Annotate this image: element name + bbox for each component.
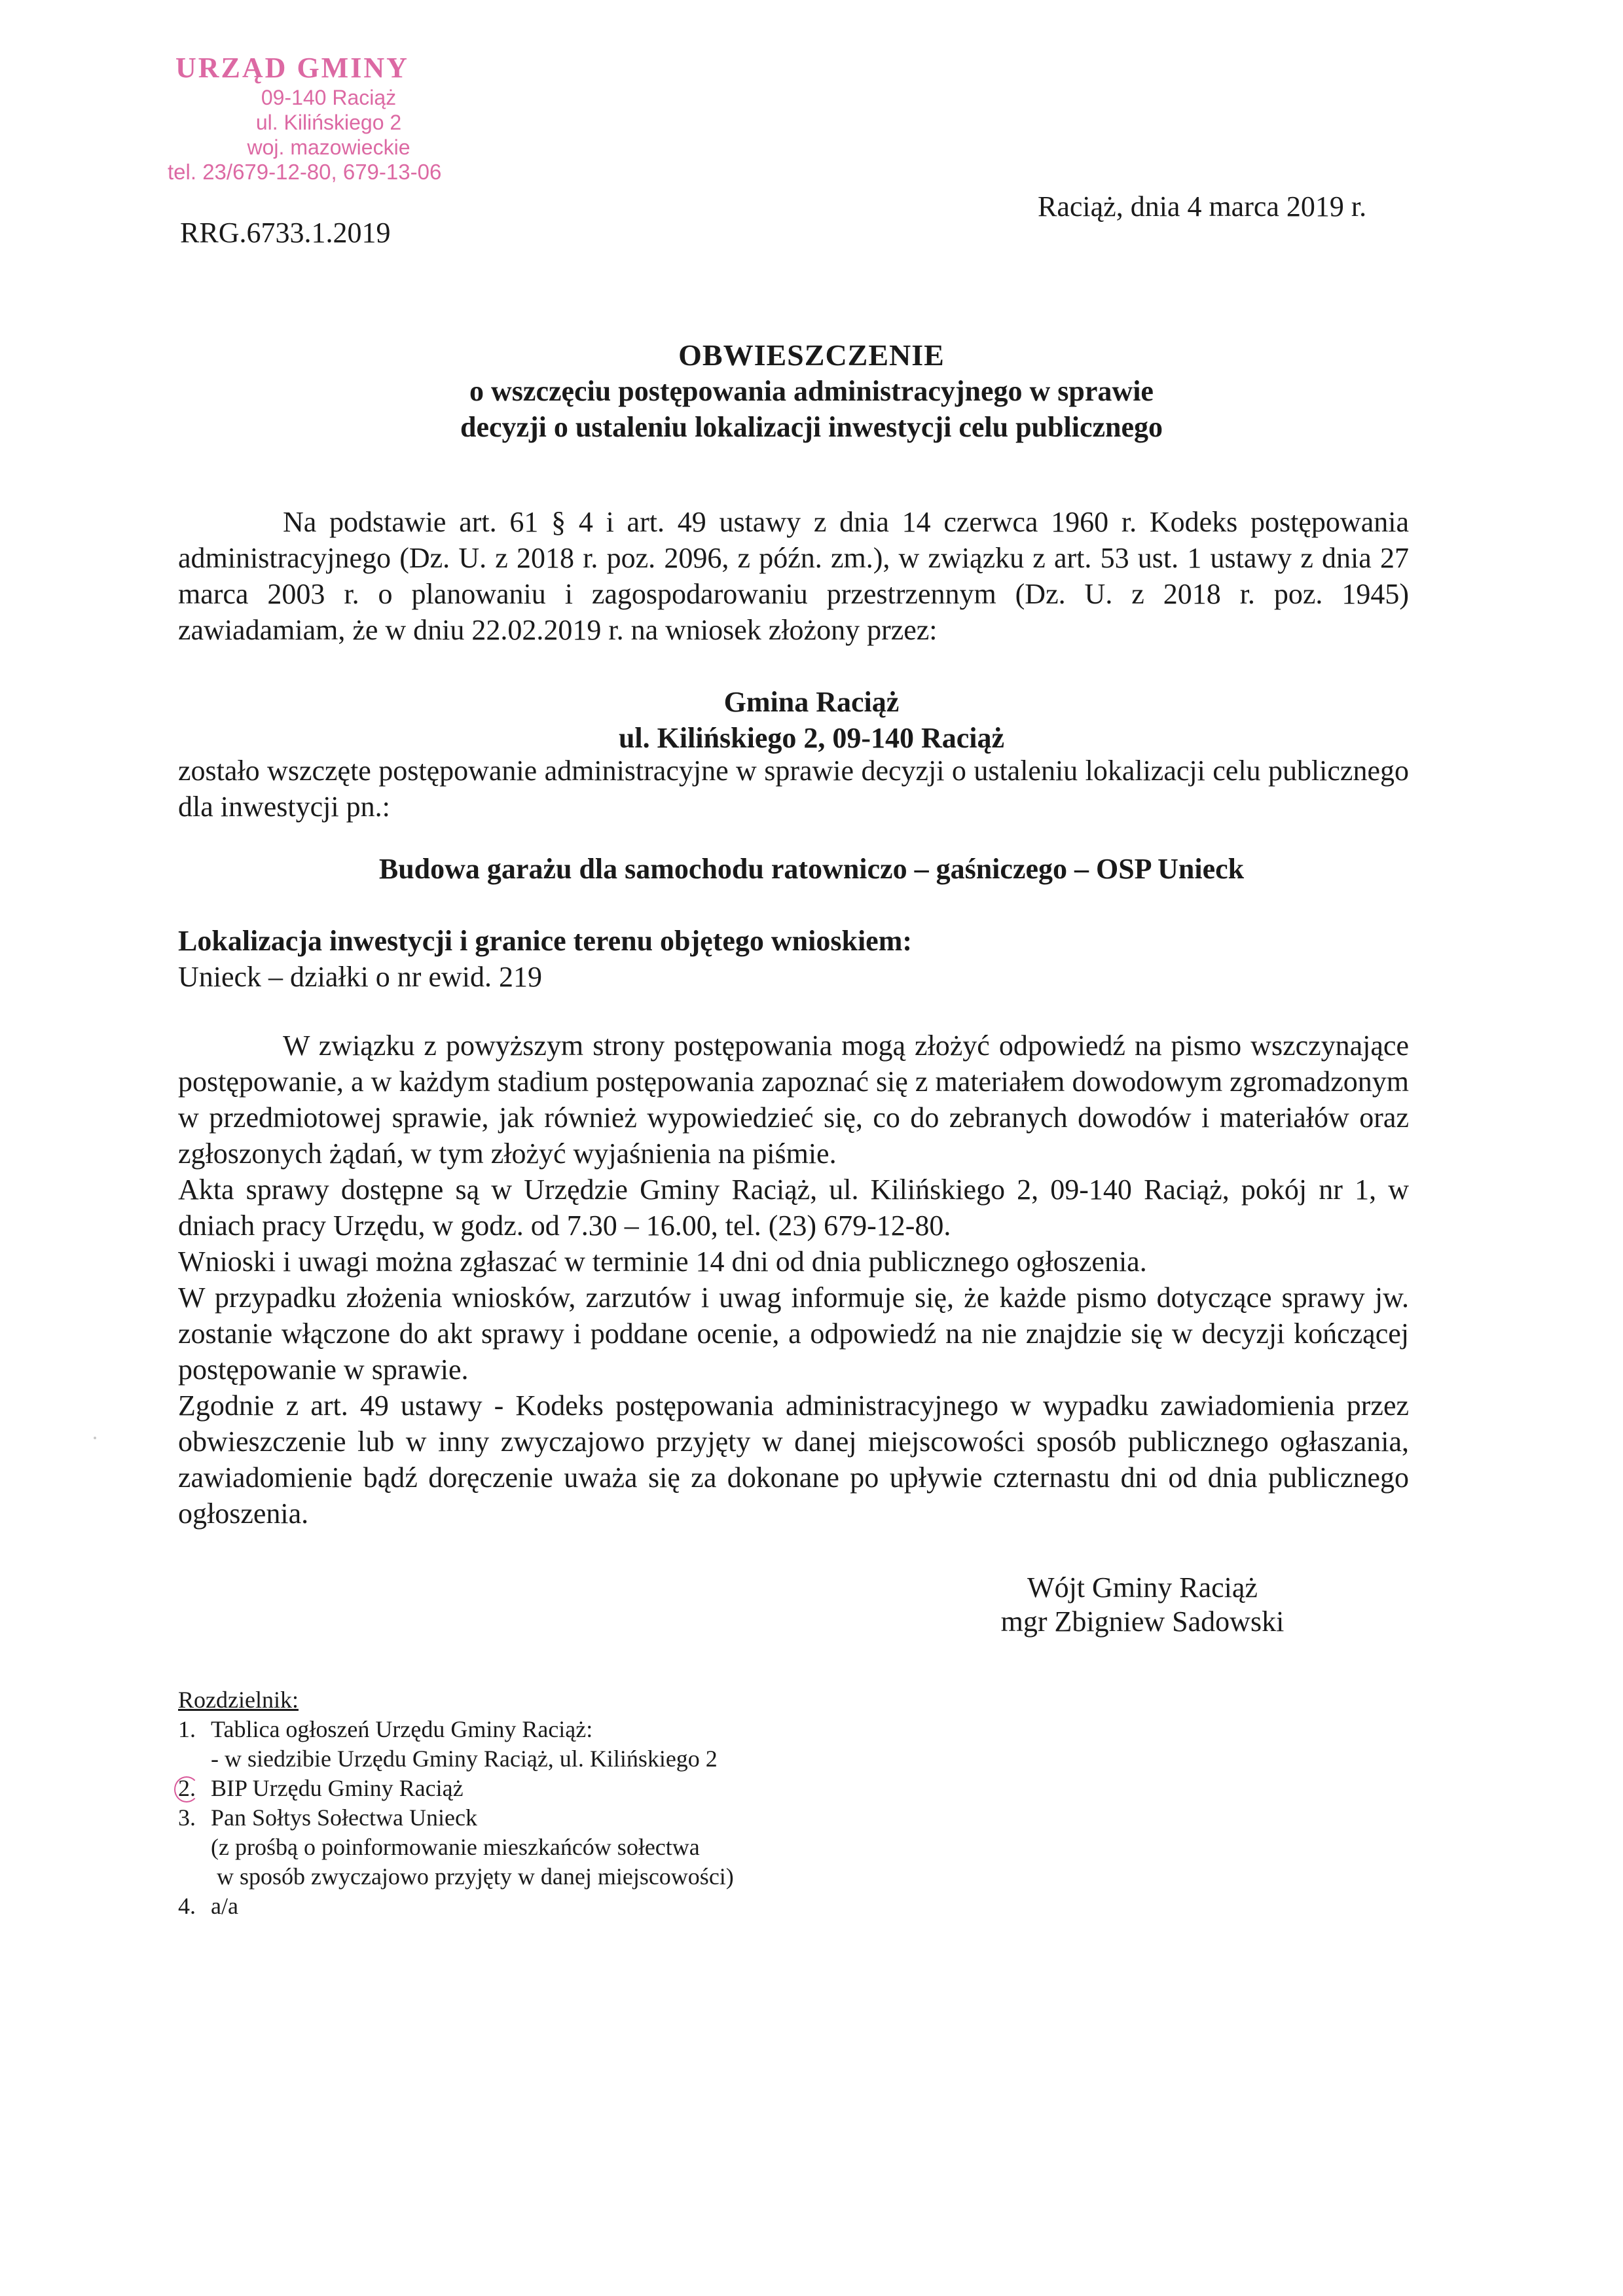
item-subtext: - w siedzibie Urzędu Gminy Raciąż, ul. Kilińskiego 2 [211,1746,718,1772]
stamp-line-street: ul. Kilińskiego 2 [255,111,402,134]
item-text: BIP Urzędu Gminy Raciąż [211,1775,464,1801]
case-files-paragraph: Akta sprawy dostępne są w Urzędzie Gminy Raciąż, ul. Kilińskiego 2, 09-140 Raciąż, pokój nr 1, w dniach pracy Urzędu, w godz. od 7.30 – 16.00, tel. (23) 679-12-80. [178,1174,1409,1242]
item-text: Tablica ogłoszeń Urzędu Gminy Raciąż: [211,1716,593,1742]
signatory-name: mgr Zbigniew Sadowski [1000,1605,1285,1638]
item-number: 4. [178,1893,196,1919]
distribution-item [178,1715,734,1774]
item-subtext: w sposób zwyczajowo przyjęty w danej miejscowości) [211,1863,734,1890]
legal-basis-paragraph: Na podstawie art. 61 § 4 i art. 49 ustawy z dnia 14 czerwca 1960 r. Kodeks postępowania administracyjnego (Dz. U. z 2018 r. poz. 2096, z późn. zm.), w związku z art. 53 ust. 1 ustawy z dnia 27 marca 2003 r. o planowaniu i zagospodarowaniu przestrzennym (Dz. U. z 2018 r. poz. 1945) zawiadamiam, że w dniu 22.02.2019 r. na wniosek złożony przez: [178,506,1409,646]
location-block [178,923,912,995]
item-text: Pan Sołtys Sołectwa Unieck [211,1804,477,1831]
office-stamp [168,51,486,185]
signature-block [979,1571,1306,1639]
applicant-block [0,684,1623,756]
item-number: 3. [178,1804,196,1831]
reference-number: RRG.6733.1.2019 [180,217,391,249]
handwritten-circle-mark [174,1776,199,1803]
stamp-line-phone: tel. 23/679-12-80, 679-13-06 [168,160,442,184]
rights-paragraph: W związku z powyższym strony postępowania mogą złożyć odpowiedź na pismo wszczynające postępowanie, a w każdym stadium postępowania zapoznać się z materiałem dowodowym zgromadzonym w przedmiotowej sprawie, jak również wypowiedzieć się, co do zebranych dowodów i materiałów oraz zgłoszonych żądań, w tym złożyć wyjaśnienia na piśmie. [178,1030,1409,1170]
distribution-item [178,1803,734,1892]
submission-deadline-paragraph: Wnioski i uwagi można zgłaszać w terminie 14 dni od dnia publicznego ogłoszenia. [178,1246,1147,1278]
applicant-name: Gmina Raciąż [723,686,900,718]
item-text: a/a [211,1893,238,1919]
applicant-address: ul. Kilińskiego 2, 09-140 Raciąż [618,722,1005,754]
project-name: Budowa garażu dla samochodu ratowniczo – gaśniczego – OSP Unieck [378,853,1245,885]
distribution-list [178,1685,734,1921]
item-number [178,1774,211,1803]
location-title: Lokalizacja inwestycji i granice terenu objętego wnioskiem: [178,925,913,957]
item-number: 1. [178,1716,196,1742]
signatory-role: Wójt Gminy Raciąż [1027,1571,1258,1604]
stamp-line-voivodeship: woj. mazowieckie [247,135,410,159]
item-number-text: 2. [178,1775,196,1801]
item-subtext: (z prośbą o poinformowanie mieszkańców sołectwa [211,1834,700,1860]
document-date: Raciąż, dnia 4 marca 2019 r. [1038,190,1367,223]
document-heading [0,337,1623,445]
distribution-title: Rozdzielnik: [178,1687,299,1713]
notification-rule-paragraph: Zgodnie z art. 49 ustawy - Kodeks postępowania administracyjnego w wypadku zawiadomienia przez obwieszczenie lub w inny zwyczajowo przyjęty w danej miejscowości sposób publicznego ogłaszania, zawiadomienie bądź doręczenie uważa się za dokonane po upływie czternastu dni od dnia publicznego ogłoszenia. [178,1390,1409,1530]
document-subtitle-line-1: o wszczęciu postępowania administracyjnego w sprawie [469,375,1154,407]
distribution-item [178,1892,734,1921]
document-subtitle-line-2: decyzji o ustaleniu lokalizacji inwestycji celu publicznego [460,411,1163,443]
document-title: OBWIESZCZENIE [678,338,945,372]
proceeding-paragraph: zostało wszczęte postępowanie administracyjne w sprawie decyzji o ustaleniu lokalizacji celu publicznego dla inwestycji pn.: [178,755,1409,823]
scan-artifact-dot [94,1437,96,1439]
location-value: Unieck – działki o nr ewid. 219 [178,961,542,993]
stamp-title: URZĄD GMINY [175,52,409,84]
stamp-line-postcode: 09-140 Raciąż [261,86,397,109]
notice-body [178,1028,1409,1532]
distribution-item [178,1774,734,1803]
submissions-handling-paragraph: W przypadku złożenia wniosków, zarzutów i uwag informuje się, że każde pismo dotyczące sprawy jw. zostanie włączone do akt sprawy i poddane ocenie, a odpowiedź na nie znajdzie się w decyzji kończącej postępowanie w sprawie. [178,1282,1409,1386]
